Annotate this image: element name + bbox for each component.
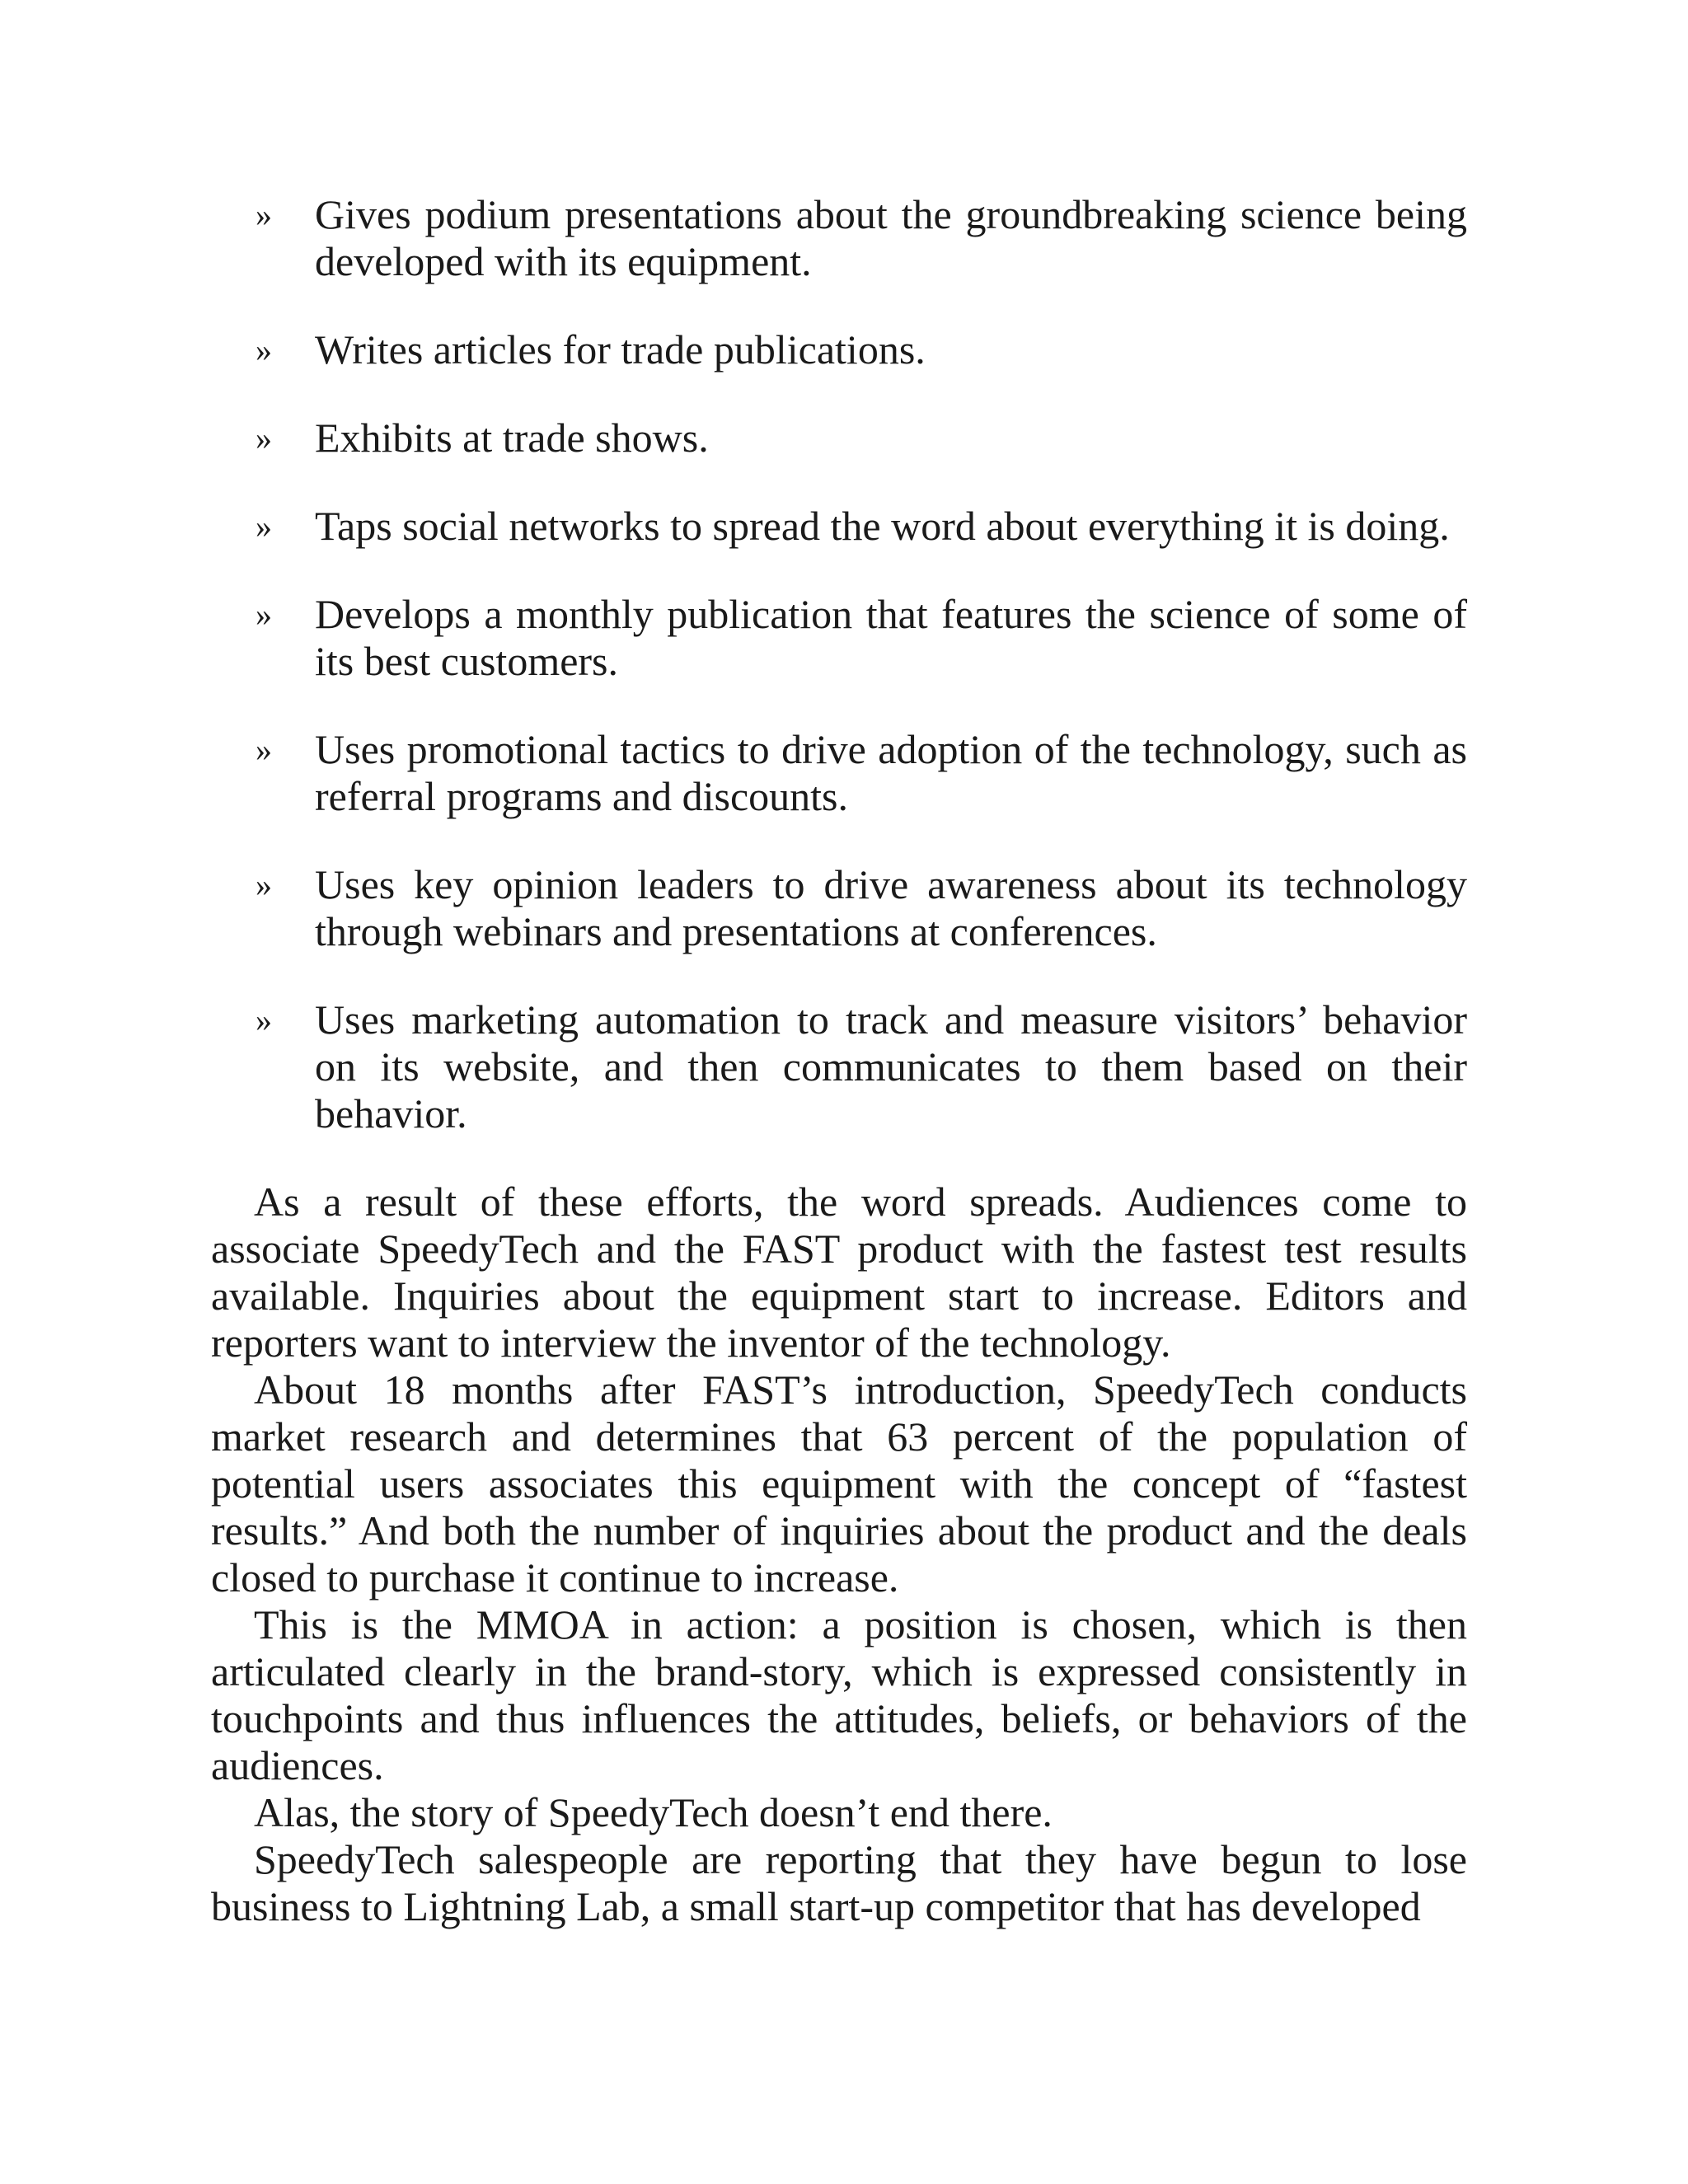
bullet-item [211, 591, 1467, 685]
bullet-marker-icon: » [256, 866, 272, 903]
body-paragraph: As a result of these efforts, the word spreads. Audiences come to associate SpeedyTech and the FAST product with the fastest test results available. Inquiries about the equipment start to increase. Editors and reporters want to interview the inventor of the technology. [211, 1179, 1467, 1366]
bullet-text: Develops a monthly publication that features the science of some of its best customers. [315, 591, 1467, 684]
bullet-text: Uses key opinion leaders to drive awareness about its technology through webinars and presentations at conferences. [315, 861, 1467, 954]
body-paragraph: This is the MMOA in action: a position is chosen, which is then articulated clearly in the brand-story, which is expressed consistently in touchpoints and thus influences the attitudes, beliefs, or behaviors of the audiences. [211, 1601, 1467, 1788]
bullet-text: Exhibits at trade shows. [315, 415, 709, 461]
bullet-marker-icon: » [256, 419, 272, 457]
document-page [211, 191, 1467, 1930]
bullet-item [211, 861, 1467, 955]
body-paragraph: About 18 months after FAST’s introduction, SpeedyTech conducts market research and determines that 63 percent of the population of potential users associates this equipment with the concept of “fastest results.” And both the number of inquiries about the product and the deals closed to purchase it continue to increase. [211, 1366, 1467, 1601]
bullet-marker-icon: » [256, 196, 272, 233]
bullet-item [211, 191, 1467, 285]
bullet-item [211, 503, 1467, 550]
bullet-text: Uses marketing automation to track and measure visitors’ behavior on its website, and then communicates to them based on their behavior. [315, 996, 1467, 1137]
bullet-item [211, 996, 1467, 1137]
bullet-item [211, 326, 1467, 373]
bullet-marker-icon: » [256, 1001, 272, 1038]
bullet-item [211, 726, 1467, 820]
body-paragraph: SpeedyTech salespeople are reporting that they have begun to lose business to Lightning Lab, a small start-up competitor that has developed [211, 1836, 1467, 1929]
bullet-marker-icon: » [256, 731, 272, 768]
bullet-text: Gives podium presentations about the groundbreaking science being developed with its equipment. [315, 191, 1467, 284]
body-paragraph: Alas, the story of SpeedyTech doesn’t end there. [254, 1789, 1053, 1835]
bullet-text: Writes articles for trade publications. [315, 326, 926, 373]
bullet-item [211, 415, 1467, 462]
bullet-marker-icon: » [256, 508, 272, 545]
bullet-text: Taps social networks to spread the word about everything it is doing. [315, 503, 1450, 549]
bullet-text: Uses promotional tactics to drive adoption of the technology, such as referral programs and discounts. [315, 726, 1467, 819]
bullet-marker-icon: » [256, 331, 272, 368]
bullet-marker-icon: » [256, 596, 272, 633]
bullet-list [211, 191, 1467, 1137]
